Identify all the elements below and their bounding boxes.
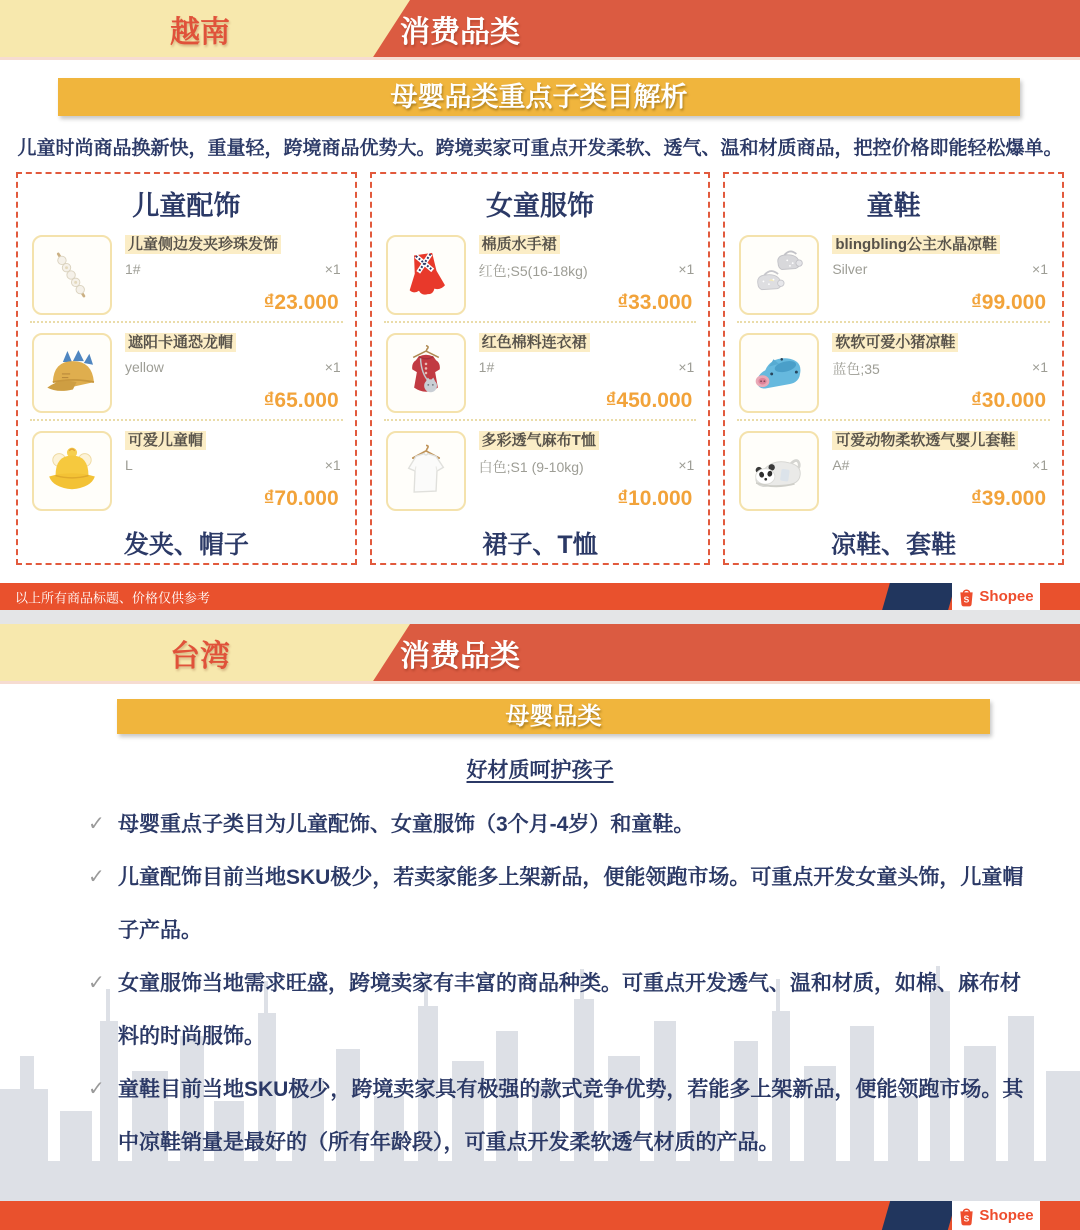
disclaimer-text: 以上所有商品标题、价格仅供参考: [15, 590, 211, 605]
product-variant: yellow: [125, 359, 164, 375]
taiwan-banner: [117, 699, 990, 734]
product-variant: Silver: [832, 261, 868, 277]
product-title: 可爱儿童帽: [125, 431, 206, 450]
product-row: [737, 225, 1050, 321]
panda-shoes-image: [747, 439, 811, 503]
product-thumbnail: [739, 431, 819, 511]
column-kids-accessories: [16, 172, 357, 565]
navy-accent-shape: [882, 1201, 956, 1230]
column-girls-clothing: [370, 172, 711, 565]
pig-clogs-image: [747, 341, 811, 405]
check-icon: ✓: [88, 813, 105, 835]
bullet-text: 女童服饰当地需求旺盛，跨境卖家有丰富的商品种类。可重点开发透气、温和材质，如棉、麻布材料的时尚服饰。: [118, 972, 1021, 1048]
region-label-vietnam: 越南: [170, 15, 230, 49]
product-thumbnail: [386, 333, 466, 413]
product-qty: ×1: [324, 359, 341, 375]
product-thumbnail: [739, 333, 819, 413]
column-footer: 发夹、帽子: [123, 531, 249, 559]
bullet-item: [88, 798, 1025, 851]
column-title: 女童服饰: [486, 191, 594, 221]
shopee-wordmark: Shopee: [979, 588, 1034, 605]
product-title: 棉质水手裙: [479, 235, 560, 254]
bullet-text: 童鞋目前当地SKU极少，跨境卖家具有极强的款式竞争优势，若能多上架新品，便能领跑市场。其中凉鞋销量是最好的（所有年龄段），可重点开发柔软透气材质的产品。: [118, 1078, 1024, 1154]
product-row: [737, 321, 1050, 419]
product-variant: 1#: [478, 359, 495, 375]
product-price: ₫70.000: [263, 487, 339, 510]
shopee-bag-icon: [958, 587, 975, 607]
product-row: [737, 419, 1050, 517]
product-qty: ×1: [1032, 261, 1049, 277]
svg-text:S: S: [964, 1212, 970, 1223]
vietnam-banner: [58, 78, 1020, 116]
product-price: ₫23.000: [263, 291, 339, 314]
product-title: 可爱动物柔软透气婴儿套鞋: [832, 431, 1018, 450]
red-dress-image: [394, 341, 458, 405]
check-icon: ✓: [88, 866, 105, 888]
product-price: ₫33.000: [617, 291, 693, 314]
shopee-bag-icon: [958, 1206, 975, 1226]
product-qty: ×1: [678, 457, 695, 473]
product-price: ₫99.000: [971, 291, 1047, 314]
bullet-text: 母婴重点子类目为儿童配饰、女童服饰（3个月-4岁）和童鞋。: [118, 813, 695, 836]
pearl-hairclip-image: [40, 243, 104, 307]
product-thumbnail: [32, 235, 112, 315]
taiwan-section-header: [0, 624, 1080, 684]
vietnam-section-header: [0, 0, 1080, 60]
tshirt-image: [394, 439, 458, 503]
product-price: ₫30.000: [971, 389, 1047, 412]
product-title: 软软可爱小猪凉鞋: [832, 333, 958, 352]
crystal-sandals-image: [747, 243, 811, 307]
product-thumbnail: [32, 431, 112, 511]
column-footer: 裙子、T恤: [482, 531, 598, 559]
vietnam-intro-text: 儿童时尚商品换新快，重量轻，跨境商品优势大。跨境卖家可重点开发柔软、透气、温和材质商品，把控价格即能轻松爆单。: [17, 138, 1063, 159]
product-variant: 红色;S5(16-18kg): [478, 263, 588, 279]
product-variant: 蓝色;35: [832, 361, 880, 377]
product-row: [384, 419, 697, 517]
product-row: [30, 321, 343, 419]
product-title: 儿童侧边发夹珍珠发饰: [125, 235, 281, 254]
product-qty: ×1: [1032, 457, 1049, 473]
navy-accent-shape: [882, 583, 956, 610]
bottom-brand-bar: [0, 1201, 1080, 1230]
product-variant: 1#: [125, 261, 141, 277]
dino-cap-image: [40, 341, 104, 405]
bullet-item: [88, 851, 1025, 957]
sailor-dress-image: [394, 243, 458, 307]
product-thumbnail: [386, 431, 466, 511]
bullet-item: [88, 957, 1025, 1063]
region-label-taiwan: 台湾: [170, 639, 230, 673]
product-title: 遮阳卡通恐龙帽: [125, 333, 236, 352]
product-price: ₫39.000: [971, 487, 1047, 510]
bullet-text: 儿童配饰目前当地SKU极少，若卖家能多上架新品，便能领跑市场。可重点开发女童头饰，儿童帽子产品。: [118, 866, 1024, 942]
column-footer: 凉鞋、套鞋: [831, 531, 957, 559]
svg-text:S: S: [964, 593, 970, 604]
column-kids-shoes: [723, 172, 1064, 565]
product-columns: [16, 172, 1064, 565]
product-qty: ×1: [324, 457, 341, 473]
product-qty: ×1: [324, 261, 341, 277]
product-qty: ×1: [678, 261, 695, 277]
bullet-item: [88, 1063, 1025, 1169]
product-variant: 白色;S1 (9-10kg): [478, 459, 584, 475]
taiwan-bullet-list: [88, 798, 1025, 1169]
product-title: 红色棉料连衣裙: [479, 333, 590, 352]
category-label-vietnam: 消费品类: [400, 15, 520, 49]
shopee-wordmark: Shopee: [979, 1207, 1034, 1224]
product-qty: ×1: [1032, 359, 1049, 375]
product-title: blingbling公主水晶凉鞋: [832, 235, 1000, 254]
product-title: 多彩透气麻布T恤: [479, 431, 599, 450]
product-row: [30, 419, 343, 517]
shopee-logo: [952, 1201, 1040, 1230]
check-icon: ✓: [88, 972, 105, 994]
product-price: ₫10.000: [617, 487, 693, 510]
category-label-taiwan: 消费品类: [400, 639, 520, 673]
product-row: [384, 225, 697, 321]
taiwan-banner-title: 母婴品类: [505, 703, 602, 730]
product-thumbnail: [739, 235, 819, 315]
section-divider: [0, 610, 1080, 624]
taiwan-subtitle: 好材质呵护孩子: [466, 759, 614, 782]
column-title: 儿童配饰: [132, 191, 241, 221]
shopee-logo: [952, 583, 1040, 610]
check-icon: ✓: [88, 1078, 105, 1100]
disclaimer-bar: [0, 583, 1080, 610]
column-title: 童鞋: [866, 191, 921, 221]
vietnam-banner-title: 母婴品类重点子类目解析: [390, 82, 688, 112]
product-thumbnail: [386, 235, 466, 315]
product-qty: ×1: [678, 359, 695, 375]
product-row: [384, 321, 697, 419]
product-variant: L: [125, 457, 133, 473]
product-price: ₫450.000: [605, 389, 693, 412]
product-thumbnail: [32, 333, 112, 413]
product-variant: A#: [832, 457, 850, 473]
bucket-hat-image: [40, 439, 104, 503]
product-row: [30, 225, 343, 321]
product-price: ₫65.000: [263, 389, 339, 412]
